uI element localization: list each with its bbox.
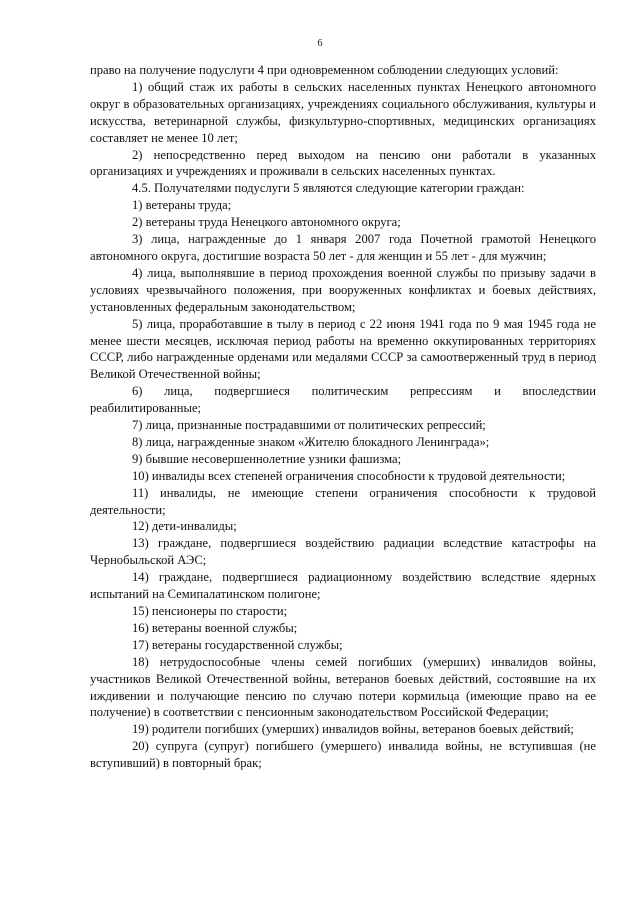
list-item-18: 18) нетрудоспособные члены семей погибших (умерших) инвалидов войны, участников Великой Отечественной войны, ветеранов боевых действий, состоявшие на их иждивении и получающие пенсию по случаю потери кормильца (имеющие право на ее получение) в соответствии с пенсионным законодательством Российской Федерации; [90,654,596,720]
list-item-8: 8) лица, награжденные знаком «Жителю блокадного Ленинграда»; [132,434,490,449]
list-item-12: 12) дети-инвалиды; [132,519,237,534]
list-item-14: 14) граждане, подвергшиеся радиационному воздействию вследствие ядерных испытаний на Семипалатинском полигоне; [90,570,596,602]
list-item-6: 6) лица, подвергшиеся политическим репрессиям и впоследствии реабилитированные; [90,384,596,416]
list-item-3: 3) лица, награжденные до 1 января 2007 года Почетной грамотой Ненецкого автономного округа, достигшие возраста 50 лет - для женщин и 55 лет - для мужчин; [90,232,596,263]
list-item-10: 10) инвалиды всех степеней ограничения способности к трудовой деятельности; [132,468,566,483]
list-item-4: 4) лица, выполнявшие в период прохождения военной службы по призыву задачи в условиях чрезвычайного положения, при вооруженных конфликтах и боевых действиях, установленных федеральным законодательством; [90,265,596,314]
paragraph-condition-1: 1) общий стаж их работы в сельских населенных пунктах Ненецкого автономного округ в образовательных организациях, учреждениях социального обслуживания, культуры и искусства, ветеринарной службы, физкультурно-спортивных, медицинских организациях составляет не менее 10 лет; [90,79,596,145]
document-body [90,62,596,772]
paragraph-section-4-5: 4.5. Получателями подуслуги 5 являются следующие категории граждан: [132,181,525,196]
list-item-20: 20) супруга (супруг) погибшего (умершего) инвалида войны, не вступившая (не вступивший) в повторный брак; [90,739,596,771]
list-item-19: 19) родители погибших (умерших) инвалидов войны, ветеранов боевых действий; [132,722,574,737]
list-item-15: 15) пенсионеры по старости; [132,604,288,618]
list-item-5: 5) лица, проработавшие в тылу в период с 22 июня 1941 года по 9 мая 1945 года не менее шести месяцев, исключая период работы на временно оккупированных территориях СССР, либо награжденные орденами или медалями СССР за самоотверженный труд в период Великой Отечественной войны; [90,316,596,382]
list-item-9: 9) бывшие несовершеннолетние узники фашизма; [132,451,402,466]
list-item-16: 16) ветераны военной службы; [132,620,298,635]
list-item-11: 11) инвалиды, не имеющие степени ограничения способности к трудовой деятельности; [90,485,596,517]
list-item-7: 7) лица, признанные пострадавшими от политических репрессий; [132,418,486,433]
paragraph-intro-continuation: право на получение подуслуги 4 при одновременном соблюдении следующих условий: [90,63,559,77]
paragraph-condition-2: 2) непосредственно перед выходом на пенсию они работали в указанных организациях и учреждениях и проживали в сельских населенных пунктах. [90,147,596,179]
page-number: 6 [317,38,323,49]
list-item-17: 17) ветераны государственной службы; [132,637,343,652]
list-item-2: 2) ветераны труда Ненецкого автономного округа; [132,215,401,230]
list-item-1: 1) ветераны труда; [132,198,232,213]
list-item-13: 13) граждане, подвергшиеся воздействию радиации вследствие катастрофы на Чернобыльской АЭС; [90,536,596,568]
